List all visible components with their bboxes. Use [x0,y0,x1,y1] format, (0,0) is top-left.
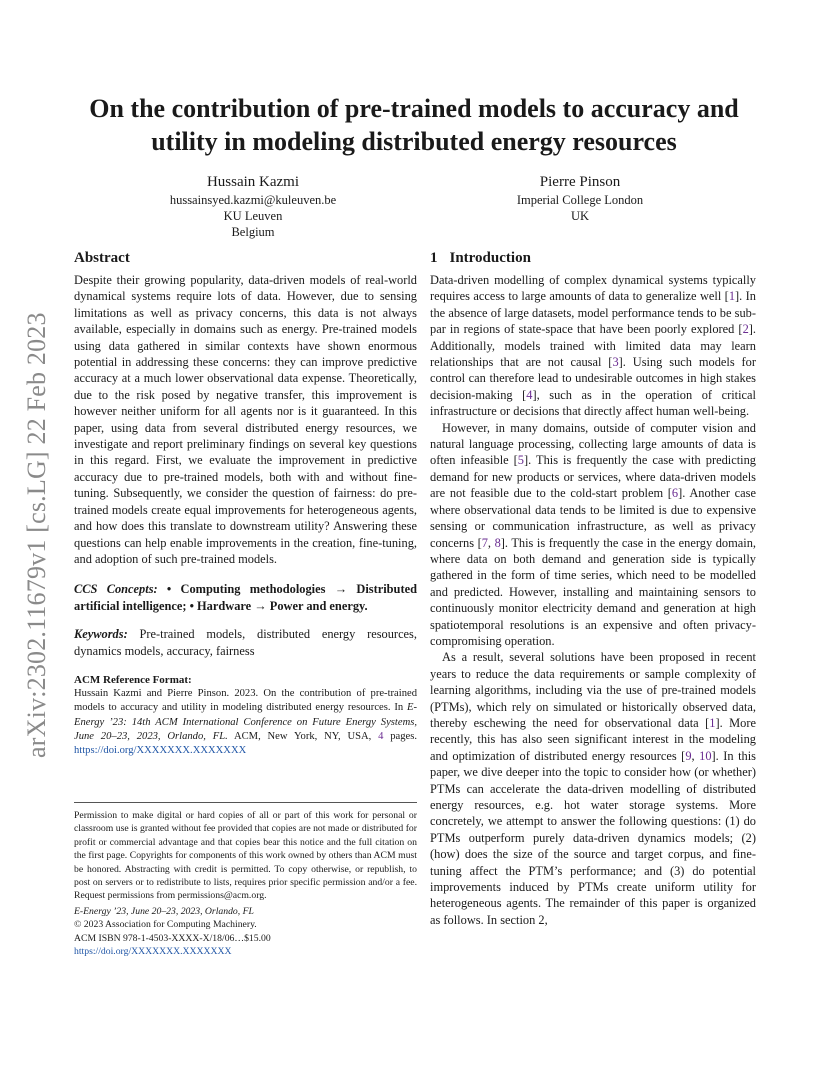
citation-link[interactable]: 3 [612,355,619,370]
abstract-text: Despite their growing popularity, data-driven models of real-world dynamical systems require lots of data. However, due to sensing limitations as well as privacy concerns, this data is not always available, especially in domains such as energy. Pre-trained models using data gathered in similar contexts have shown enormous potential in addressing these concerns: they can improve predictive accuracy at a much lower observational data expense. Theoretically, due to the risk posed by negative transfer, this improvement is however neither uniform for all agents nor is it guaranteed. In this paper, using data from several distributed energy resources, we investigate and report preliminary findings on several key questions in this regard. First, we evaluate the improvement in predictive accuracy due to pre-trained models, both with and without fine-tuning. Subsequently, we consider the question of fairness: do pre-trained models create equal improvements for heterogeneous agents, and how does this translate to downstream utility? Answering these questions can help enable improvements in the creation, fine-tuning, and adoption of such pre-trained models. [74,273,417,566]
text-span: As a result, several solutions have been proposed in recent years to reduce the data requirements or sample complexity of learning algorithms, including via the use of pre-trained models (PTMs), which rely on simulated or historically observed data, thereby eschewing the need for observational data [ [430,650,756,730]
citation-link[interactable]: 8 [494,535,501,550]
author-affiliation: Imperial College London [516,193,644,207]
text-span: However, in many domains, outside of computer vision and natural language processing, collecting large amounts of data is often infeasible [ [430,420,756,468]
text-span: ]. In this paper, we dive deeper into the topic to consider how (or whether) PTMs can accelerate the data-driven modelling of distributed energy resources, e.g. hot water storage systems. More concretely, we attempt to answer the following questions: (1) do PTMs outperform purely data-driven dynamics models; (2) (how) does the size of the source and target corpus, and fine-tuning affect the PTM’s performance; and (3) do potential improvements induced by PTMs create uniform utility for heterogeneous agents. The remainder of this paper is organized as follows. In section 2, [430,748,756,927]
acm-ref-part: pages. [383,730,418,742]
citation-link[interactable]: 6 [671,486,679,501]
ccs-label: CCS Concepts: [74,582,158,597]
section-title: Introduction [449,250,531,266]
arxiv-identifier: arXiv:2302.11679v1 [cs.LG] 22 Feb 2023 [22,312,51,758]
right-column [430,248,756,928]
section-number: 1 [430,250,438,266]
author-email: hussainsyed.kazmi@kuleuven.be [169,193,337,207]
permission-doi-link[interactable]: https://doi.org/XXXXXXX.XXXXXXX [74,946,232,958]
section-heading-introduction [430,248,756,268]
acm-reference [74,673,417,758]
acm-ref-venue: E-Energy ’23: 14th ACM International Conference on Future Energy Systems, June 20–23, 2023, Orlando, FL. [74,702,417,742]
text-span: ]. Additionally, models trained with limited data may learn relationships that are not causal [ [430,322,756,370]
acm-ref-part: Hussain Kazmi and Pierre Pinson. 2023. On the contribution of pre-trained models to accuracy and utility in modeling distributed energy resources. In [74,688,417,714]
paper-title: On the contribution of pre-trained models to accuracy and utility in modeling distributed energy resources [89,94,739,156]
acm-reference-text [74,687,417,758]
text-span: ], such as in the operation of critical infrastructure or decisions that directly affect human well-being. [430,387,756,419]
text-span: ]. Another case where observational data tends to be limited is due to expensive sensing or communication infrastructure, as well as privacy concerns [ [430,486,756,550]
text-span: Data-driven modelling of complex dynamical systems typically requires access to large amounts of data to generalize well [ [430,273,756,304]
permission-copyright: © 2023 Association for Computing Machinery. [74,919,257,931]
text-span: ]. Using such models for control can therefore lead to undesirable outcomes in high stakes decision-making [ [430,355,757,402]
keywords-label: Keywords: [74,627,128,642]
permission-isbn: ACM ISBN 978-1-4503-XXXX-X/18/06…$15.00 [74,932,271,944]
keywords [74,626,417,659]
citation-link[interactable]: 9 [685,748,692,763]
author-block-1 [130,173,376,240]
text-span: , [691,748,700,763]
acm-ref-doi-link[interactable]: https://doi.org/XXXXXXX.XXXXXXX [74,744,247,756]
author-name: Pierre Pinson [539,174,621,190]
citation-link[interactable]: 5 [517,453,524,468]
citation-link[interactable]: 1 [709,715,716,730]
acm-ref-part: ACM, New York, NY, USA, [227,730,379,742]
text-span: ]. This is frequently the case with predicting demand for new products or services, where data-driven models are not feasible due to the cold-start problem [ [430,453,756,501]
acm-ref-pages-link[interactable]: 4 [378,730,384,742]
text-span: ]. In the absence of large datasets, model performance tends to be sub-par in regions of state-space that have been poorly explored [ [430,289,756,337]
acm-reference-heading: ACM Reference Format: [74,673,192,686]
left-column [74,248,417,758]
permission-venue-text: E-Energy ’23, June 20–23, 2023, Orlando, FL [74,905,254,917]
citation-link[interactable]: 4 [526,387,533,402]
author-block-2 [480,173,680,224]
ccs-text: • Computing methodologies → Distributed artificial intelligence; • Hardware → Power and energy. [74,582,417,613]
keywords-text: Pre-trained models, distributed energy resources, dynamics models, accuracy, fairness [74,627,417,658]
author-country: UK [570,209,590,223]
ccs-concepts [74,581,417,614]
author-affiliation: KU Leuven [223,209,283,223]
text-span: ]. More recently, this has also seen significant interest in the modeling and optimization of distributed energy resources [ [430,715,756,763]
intro-paragraph-2 [430,420,756,650]
citation-link[interactable]: 10 [699,748,712,763]
intro-paragraph-3 [430,649,756,928]
text-span: ]. This is frequently the case in the energy domain, where data on both demand and generation side is typically gathered in the form of time series, which need to be modelled and predicted. However, installing and maintaining sensors to continuously monitor electricity demand and generation at high spatiotemporal resolutions is an expensive and often privacy-compromising operation. [430,535,756,648]
citation-link[interactable]: 7 [481,535,488,550]
intro-paragraph-1 [430,272,756,420]
author-name: Hussain Kazmi [206,174,300,190]
author-country: Belgium [231,225,275,239]
citation-link[interactable]: 1 [728,289,736,304]
citation-link[interactable]: 2 [742,322,749,337]
permission-venue [74,905,417,918]
text-span: , [487,535,495,550]
abstract-heading: Abstract [74,250,130,266]
permission-footnote [74,802,417,958]
permission-text: Permission to make digital or hard copies of all or part of this work for personal or classroom use is granted without fee provided that copies are not made or distributed for profit or commercial advantage and that copies bear this notice and the full citation on the first page. Copyrights for components of this work owned by others than ACM must be honored. Abstracting with credit is permitted. To copy otherwise, or republish, to post on servers or to redistribute to lists, requires prior specific permission and/or a fee. Request permissions from permissions@acm.org. [74,810,417,902]
